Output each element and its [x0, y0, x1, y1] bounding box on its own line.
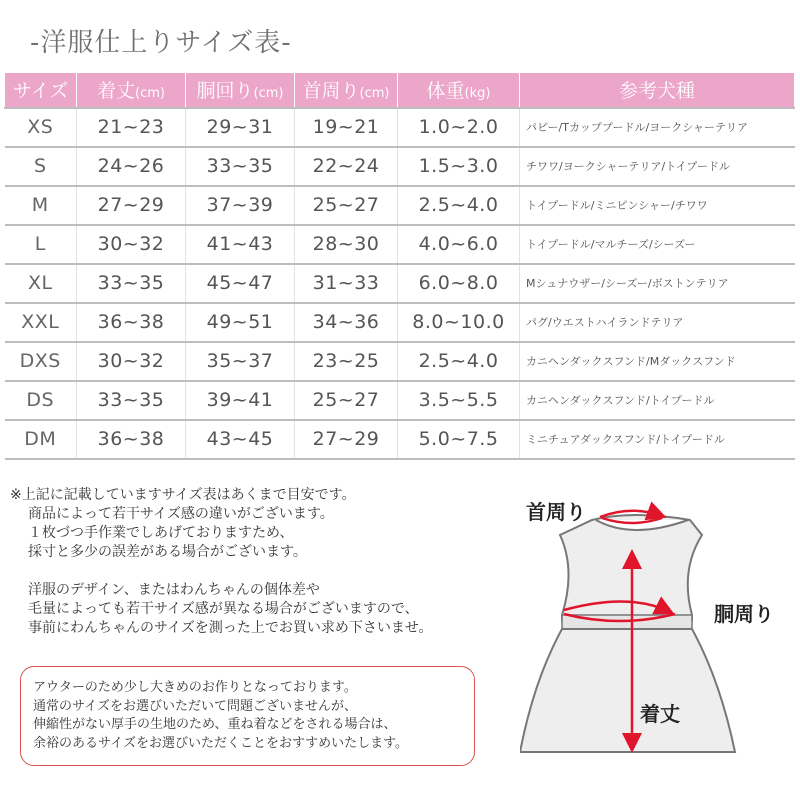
page-title: -洋服仕上りサイズ表- [30, 28, 292, 58]
note-line: 事前にわんちゃんのサイズを測った上でお買い求め下さいませ。 [28, 620, 433, 636]
neck-cell: 25~27 [295, 381, 398, 420]
weight-cell: 2.5~4.0 [398, 342, 520, 381]
chest-cell: 43~45 [186, 420, 295, 459]
breeds-cell: パピー/Tカッププードル/ヨークシャーテリア [520, 108, 795, 147]
note-line: 毛量によっても若干サイズ感が異なる場合がございますので、 [28, 601, 419, 617]
table-row [5, 225, 795, 264]
chest-cell: 39~41 [186, 381, 295, 420]
size-cell: L [5, 225, 77, 264]
note-line: 洋服のデザイン、またはわんちゃんの個体差や [28, 582, 320, 598]
table-row [5, 420, 795, 459]
chest-cell: 33~35 [186, 147, 295, 186]
breeds-cell: トイプードル/マルチーズ/シーズー [520, 225, 795, 264]
header-breeds: 参考犬種 [520, 73, 795, 108]
size-cell: DM [5, 420, 77, 459]
garment-diagram [520, 490, 800, 790]
neck-cell: 22~24 [295, 147, 398, 186]
weight-cell: 3.5~5.5 [398, 381, 520, 420]
weight-cell: 6.0~8.0 [398, 264, 520, 303]
table-row [5, 342, 795, 381]
length-cell: 24~26 [77, 147, 186, 186]
chest-label: 胴周り [714, 602, 774, 626]
length-cell: 30~32 [77, 342, 186, 381]
neck-cell: 25~27 [295, 186, 398, 225]
weight-cell: 1.5~3.0 [398, 147, 520, 186]
notice-line: 伸縮性がない厚手の生地のため、重ね着などをされる場合は、 [33, 717, 397, 732]
chest-cell: 41~43 [186, 225, 295, 264]
chest-cell: 35~37 [186, 342, 295, 381]
table-row [5, 108, 795, 147]
notice-line: 余裕のあるサイズをお選びいただくことをおすすめいたします。 [33, 735, 409, 751]
length-cell: 33~35 [77, 381, 186, 420]
breeds-cell: Mシュナウザー/シーズー/ボストンテリア [520, 264, 795, 303]
weight-cell: 5.0~7.5 [398, 420, 520, 459]
header-weight: 体重(kg) [398, 73, 520, 108]
neck-cell: 28~30 [295, 225, 398, 264]
header-chest: 胴回り(cm) [186, 73, 295, 108]
chest-cell: 37~39 [186, 186, 295, 225]
neck-cell: 27~29 [295, 420, 398, 459]
table-row [5, 381, 795, 420]
header-neck: 首周り(cm) [295, 73, 398, 108]
note-line: ※上記に記載していますサイズ表はあくまで目安です。 [10, 487, 356, 503]
size-cell: XS [5, 108, 77, 147]
table-row [5, 303, 795, 342]
chest-cell: 49~51 [186, 303, 295, 342]
length-cell: 30~32 [77, 225, 186, 264]
neck-label: 首周り [526, 500, 586, 524]
neck-cell: 34~36 [295, 303, 398, 342]
weight-cell: 1.0~2.0 [398, 108, 520, 147]
size-cell: XXL [5, 303, 77, 342]
neck-cell: 23~25 [295, 342, 398, 381]
dress-silhouette-icon [520, 490, 800, 790]
neck-cell: 31~33 [295, 264, 398, 303]
length-cell: 27~29 [77, 186, 186, 225]
weight-cell: 4.0~6.0 [398, 225, 520, 264]
table-row [5, 186, 795, 225]
size-cell: DS [5, 381, 77, 420]
length-label: 着丈 [640, 702, 680, 726]
weight-cell: 2.5~4.0 [398, 186, 520, 225]
breeds-cell: カニヘンダックスフンド/トイプードル [520, 381, 795, 420]
breeds-cell: ミニチュアダックスフンド/トイプードル [520, 420, 795, 459]
length-cell: 21~23 [77, 108, 186, 147]
size-cell: XL [5, 264, 77, 303]
length-cell: 33~35 [77, 264, 186, 303]
length-cell: 36~38 [77, 420, 186, 459]
table-row [5, 264, 795, 303]
note-line: 商品によって若干サイズ感の違いがございます。 [28, 506, 334, 522]
breeds-cell: チワワ/ヨークシャーテリア/トイプードル [520, 147, 795, 186]
table-row [5, 147, 795, 186]
breeds-cell: トイプードル/ミニピンシャー/チワワ [520, 186, 795, 225]
length-cell: 36~38 [77, 303, 186, 342]
notice-line: アウターのため少し大きめのお作りとなっております。 [33, 680, 357, 695]
skirt-shape [520, 629, 735, 752]
note-line: 採寸と多少の誤差がある場合がございます。 [28, 544, 307, 560]
outerwear-notice-box [20, 666, 475, 766]
size-cell: S [5, 147, 77, 186]
notes-section [10, 486, 520, 638]
breeds-cell: カニヘンダックスフンド/Mダックスフンド [520, 342, 795, 381]
chest-cell: 45~47 [186, 264, 295, 303]
size-cell: DXS [5, 342, 77, 381]
note-line: １枚づつ手作業でしあげておりますため、 [28, 525, 294, 541]
neck-cell: 19~21 [295, 108, 398, 147]
weight-cell: 8.0~10.0 [398, 303, 520, 342]
breeds-cell: パグ/ウエストハイランドテリア [520, 303, 795, 342]
header-size: サイズ [5, 73, 77, 108]
chest-cell: 29~31 [186, 108, 295, 147]
header-length: 着丈(cm) [77, 73, 186, 108]
size-cell: M [5, 186, 77, 225]
table-header-row [5, 73, 795, 108]
size-table [4, 72, 795, 460]
notice-line: 通常のサイズをお選びいただいて問題ございませんが、 [33, 698, 357, 714]
